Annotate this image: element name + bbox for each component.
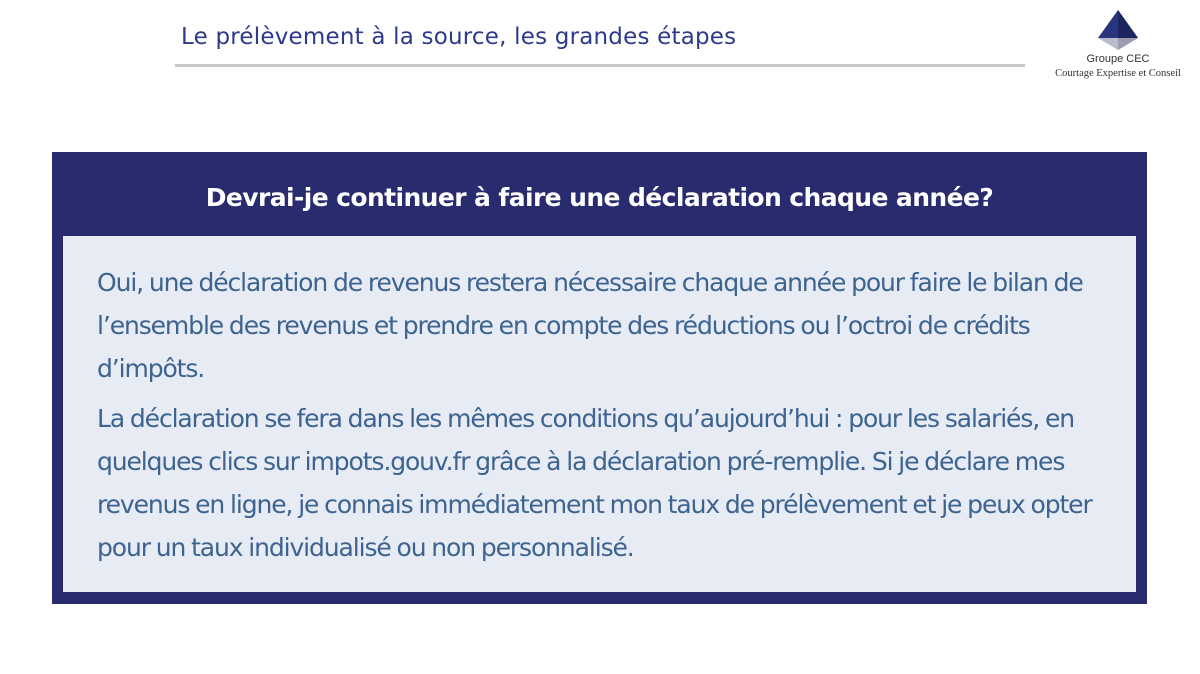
faq-answer-panel bbox=[63, 236, 1136, 592]
logo-name: Groupe CEC bbox=[1086, 53, 1150, 65]
answer-paragraph-1: Oui, une déclaration de revenus restera nécessaire chaque année pour faire le bilan de l’ensemble des revenus et prendre en compte des réductions ou l’octroi de crédits d’impôts. bbox=[97, 268, 1083, 383]
page-title: Le prélèvement à la source, les grandes étapes bbox=[181, 24, 737, 50]
title-divider bbox=[175, 64, 1025, 67]
logo-tagline: Courtage Expertise et Conseil bbox=[1055, 68, 1181, 79]
faq-question: Devrai-je continuer à faire une déclaration chaque année? bbox=[205, 183, 994, 212]
faq-box bbox=[52, 152, 1147, 604]
company-logo bbox=[1040, 8, 1196, 88]
pyramid-logo-icon bbox=[1094, 8, 1142, 52]
answer-paragraph-2: La déclaration se fera dans les mêmes conditions qu’aujourd’hui : pour les salariés, en quelques clics sur impots.gouv.fr grâce à la déclaration pré-remplie. Si je déclare mes revenus en ligne, je connais immédiatement mon taux de prélèvement et je peux opter pour un taux individualisé ou non personnalisé. bbox=[97, 404, 1092, 562]
